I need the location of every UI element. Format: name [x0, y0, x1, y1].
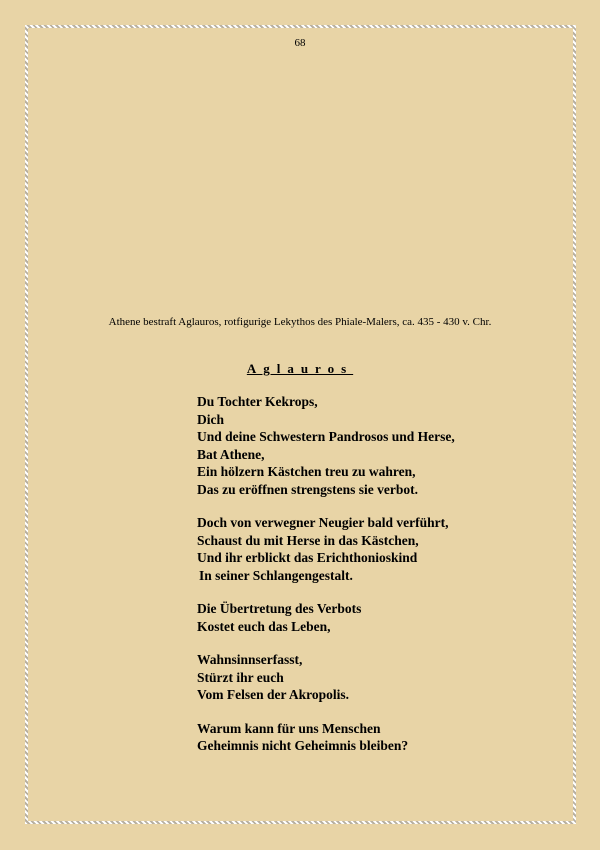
- stanza-3: [197, 600, 537, 635]
- stanza-2: [197, 514, 537, 584]
- stanza-5: [197, 720, 537, 755]
- poem-line: Doch von verwegner Neugier bald verführt,: [197, 515, 449, 530]
- poem-line: Das zu eröffnen strengstens sie verbot.: [197, 481, 418, 497]
- poem-title: Aglauros: [246, 361, 354, 376]
- stanza-4: [197, 651, 537, 704]
- poem-line: In seiner Schlangengestalt.: [199, 567, 353, 583]
- poem-line: Bat Athene,: [197, 446, 265, 462]
- poem-line: Kostet euch das Leben,: [197, 618, 331, 634]
- page-number: 68: [294, 37, 306, 49]
- poem-line: Stürzt ihr euch: [197, 669, 284, 685]
- poem-line: Die Übertretung des Verbots: [197, 601, 362, 616]
- poem-body: [197, 393, 537, 771]
- poem-line: Schaust du mit Herse in das Kästchen,: [197, 532, 419, 548]
- poem-line: Dich: [197, 411, 224, 427]
- poem-line: Wahnsinnserfasst,: [197, 652, 303, 667]
- poem-line: Vom Felsen der Akropolis.: [197, 687, 350, 702]
- poem-line: Und deine Schwestern Pandrosos und Herse,: [197, 429, 455, 444]
- stanza-1: [197, 393, 537, 498]
- image-caption: Athene bestraft Aglauros, rotfigurige Lekythos des Phiale-Malers, ca. 435 - 430 v. Chr.: [108, 316, 492, 328]
- poem-line: Du Tochter Kekrops,: [197, 394, 318, 409]
- poem-line: Ein hölzern Kästchen treu zu wahren,: [197, 464, 416, 479]
- poem-line: Geheimnis nicht Geheimnis bleiben?: [197, 738, 409, 753]
- poem-line: Warum kann für uns Menschen: [197, 720, 381, 736]
- poem-line: Und ihr erblickt das Erichthonioskind: [197, 550, 418, 565]
